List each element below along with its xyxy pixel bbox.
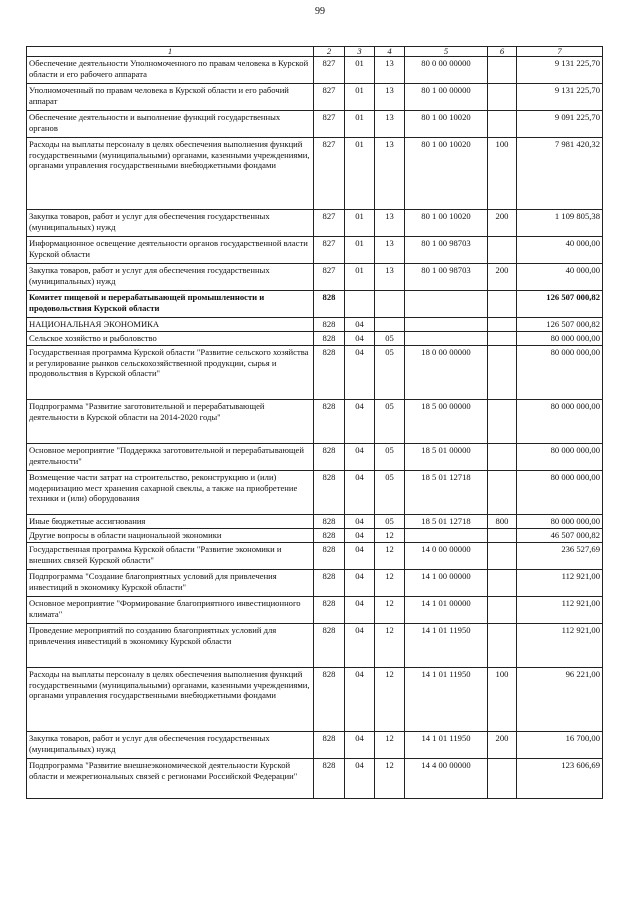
row-pr-cell: 12 [375,668,405,732]
row-rz-cell: 01 [345,111,375,138]
row-vr-cell [488,759,517,799]
table-row [27,668,603,732]
row-pr-cell: 05 [375,346,405,400]
row-vr-cell [488,400,517,444]
row-pr-cell: 13 [375,210,405,237]
row-csr-cell: 14 1 01 11950 [405,624,488,668]
table-row [27,138,603,210]
row-vr-cell: 200 [488,732,517,759]
row-pr-cell: 12 [375,624,405,668]
row-pr-cell: 13 [375,138,405,210]
header-col-1: 1 [27,47,314,57]
row-gr-cell: 827 [314,111,345,138]
row-csr-cell: 80 1 00 10020 [405,111,488,138]
row-name-cell: Расходы на выплаты персоналу в целях обеспечения выполнения функций государственными (муниципальными) органами, казенными учреждениями, органами управления государственными внебюджетными фондами [27,138,314,210]
row-sum-cell: 80 000 000,00 [517,332,603,346]
row-rz-cell: 01 [345,57,375,84]
row-vr-cell [488,529,517,543]
row-gr-cell: 828 [314,668,345,732]
row-csr-cell: 18 5 01 12718 [405,471,488,515]
table-row [27,515,603,529]
table-row [27,732,603,759]
header-col-6: 6 [488,47,517,57]
row-name-cell: Расходы на выплаты персоналу в целях обеспечения выполнения функций государственными (муниципальными) органами, казенными учреждениями, органами управления государственными внебюджетными фондами [27,668,314,732]
row-pr-cell: 13 [375,264,405,291]
row-gr-cell: 827 [314,138,345,210]
row-gr-cell: 828 [314,624,345,668]
row-pr-cell [375,318,405,332]
header-col-7: 7 [517,47,603,57]
row-csr-cell: 18 5 01 12718 [405,515,488,529]
row-csr-cell [405,318,488,332]
row-gr-cell: 828 [314,529,345,543]
row-csr-cell: 80 1 00 10020 [405,210,488,237]
row-pr-cell: 12 [375,732,405,759]
row-name-cell: Закупка товаров, работ и услуг для обеспечения государственных (муниципальных) нужд [27,732,314,759]
row-name-cell: Иные бюджетные ассигнования [27,515,314,529]
row-gr-cell: 828 [314,597,345,624]
row-vr-cell: 100 [488,138,517,210]
row-pr-cell [375,291,405,318]
row-vr-cell [488,346,517,400]
row-vr-cell: 200 [488,264,517,291]
row-gr-cell: 828 [314,759,345,799]
row-vr-cell [488,57,517,84]
row-rz-cell: 04 [345,759,375,799]
row-csr-cell [405,291,488,318]
header-col-4: 4 [375,47,405,57]
row-pr-cell: 05 [375,332,405,346]
row-vr-cell: 100 [488,668,517,732]
row-rz-cell: 04 [345,529,375,543]
table-row [27,543,603,570]
row-sum-cell: 96 221,00 [517,668,603,732]
row-gr-cell: 827 [314,57,345,84]
row-sum-cell: 80 000 000,00 [517,515,603,529]
row-rz-cell: 01 [345,264,375,291]
row-rz-cell: 01 [345,138,375,210]
row-vr-cell [488,570,517,597]
row-sum-cell: 1 109 805,38 [517,210,603,237]
row-name-cell: Возмещение части затрат на строительство, реконструкцию и (или) модернизацию мест хранения сахарной свеклы, а также на приобретение техники и (или) оборудования [27,471,314,515]
row-csr-cell: 80 1 00 00000 [405,84,488,111]
row-pr-cell: 13 [375,57,405,84]
row-csr-cell: 18 0 00 00000 [405,346,488,400]
row-name-cell: Основное мероприятие "Поддержка заготовительной и перерабатывающей деятельности" [27,444,314,471]
table-row [27,529,603,543]
row-sum-cell: 236 527,69 [517,543,603,570]
row-sum-cell: 40 000,00 [517,264,603,291]
table-row [27,237,603,264]
header-col-5: 5 [405,47,488,57]
row-sum-cell: 112 921,00 [517,624,603,668]
row-rz-cell: 04 [345,597,375,624]
row-sum-cell: 112 921,00 [517,570,603,597]
row-gr-cell: 828 [314,400,345,444]
page-number: 99 [315,6,325,17]
row-sum-cell: 80 000 000,00 [517,444,603,471]
row-pr-cell: 13 [375,111,405,138]
row-pr-cell: 12 [375,529,405,543]
row-sum-cell: 80 000 000,00 [517,400,603,444]
row-gr-cell: 828 [314,543,345,570]
row-pr-cell: 12 [375,597,405,624]
row-gr-cell: 828 [314,515,345,529]
row-name-cell: Комитет пищевой и перерабатывающей промышленности и продовольствия Курской области [27,291,314,318]
row-name-cell: Проведение мероприятий по созданию благоприятных условий для привлечения инвестиций в экономику Курской области [27,624,314,668]
table-row [27,332,603,346]
table-row [27,264,603,291]
row-csr-cell: 80 1 00 98703 [405,264,488,291]
row-csr-cell: 80 1 00 98703 [405,237,488,264]
row-rz-cell: 04 [345,332,375,346]
table-row [27,624,603,668]
row-gr-cell: 828 [314,444,345,471]
row-vr-cell [488,332,517,346]
row-gr-cell: 828 [314,291,345,318]
table-row [27,111,603,138]
row-csr-cell: 80 0 00 00000 [405,57,488,84]
row-sum-cell: 126 507 000,82 [517,318,603,332]
row-gr-cell: 827 [314,84,345,111]
row-pr-cell: 05 [375,444,405,471]
row-gr-cell: 828 [314,570,345,597]
row-gr-cell: 827 [314,237,345,264]
row-vr-cell [488,111,517,138]
table-row [27,318,603,332]
row-name-cell: Другие вопросы в области национальной экономики [27,529,314,543]
row-gr-cell: 827 [314,264,345,291]
row-sum-cell: 123 606,69 [517,759,603,799]
row-vr-cell [488,444,517,471]
row-gr-cell: 828 [314,732,345,759]
row-name-cell: Сельское хозяйство и рыболовство [27,332,314,346]
row-csr-cell: 18 5 00 00000 [405,400,488,444]
row-sum-cell: 80 000 000,00 [517,346,603,400]
row-sum-cell: 7 981 420,32 [517,138,603,210]
row-csr-cell: 14 4 00 00000 [405,759,488,799]
row-name-cell: Информационное освещение деятельности органов государственной власти Курской области [27,237,314,264]
row-rz-cell: 04 [345,346,375,400]
row-name-cell: Уполномоченный по правам человека в Курской области и его рабочий аппарат [27,84,314,111]
row-rz-cell: 01 [345,237,375,264]
header-col-3: 3 [345,47,375,57]
row-csr-cell [405,332,488,346]
table-row [27,210,603,237]
row-vr-cell [488,318,517,332]
row-pr-cell: 12 [375,759,405,799]
row-pr-cell: 12 [375,543,405,570]
row-name-cell: Государственная программа Курской области "Развитие экономики и внешних связей Курской области" [27,543,314,570]
table-row [27,444,603,471]
row-sum-cell: 80 000 000,00 [517,471,603,515]
row-vr-cell [488,84,517,111]
row-rz-cell [345,291,375,318]
row-csr-cell: 18 5 01 00000 [405,444,488,471]
row-sum-cell: 40 000,00 [517,237,603,264]
row-gr-cell: 828 [314,471,345,515]
row-csr-cell: 14 1 01 11950 [405,668,488,732]
row-rz-cell: 04 [345,400,375,444]
budget-table [26,46,603,799]
table-row [27,291,603,318]
row-rz-cell: 04 [345,471,375,515]
header-col-2: 2 [314,47,345,57]
table-row [27,346,603,400]
row-csr-cell [405,529,488,543]
row-sum-cell: 16 700,00 [517,732,603,759]
row-rz-cell: 04 [345,570,375,597]
row-pr-cell: 05 [375,515,405,529]
row-vr-cell [488,543,517,570]
row-pr-cell: 13 [375,237,405,264]
row-pr-cell: 05 [375,471,405,515]
row-sum-cell: 112 921,00 [517,597,603,624]
row-name-cell: Основное мероприятие "Формирование благоприятного инвестиционного климата" [27,597,314,624]
row-vr-cell [488,291,517,318]
row-gr-cell: 827 [314,210,345,237]
table-row [27,570,603,597]
row-vr-cell [488,471,517,515]
table-row [27,84,603,111]
row-sum-cell: 9 131 225,70 [517,57,603,84]
row-rz-cell: 04 [345,515,375,529]
row-name-cell: НАЦИОНАЛЬНАЯ ЭКОНОМИКА [27,318,314,332]
table-row [27,759,603,799]
row-rz-cell: 01 [345,210,375,237]
row-name-cell: Обеспечение деятельности Уполномоченного по правам человека в Курской области и его рабочего аппарата [27,57,314,84]
row-name-cell: Подпрограмма "Развитие заготовительной и перерабатывающей деятельности в Курской области на 2014-2020 годы" [27,400,314,444]
row-pr-cell: 05 [375,400,405,444]
header-row [27,47,603,57]
row-gr-cell: 828 [314,332,345,346]
row-name-cell: Государственная программа Курской области "Развитие сельского хозяйства и регулирование рынков сельскохозяйственной продукции, сырья и продовольствия в Курской области" [27,346,314,400]
table-row [27,400,603,444]
row-vr-cell [488,597,517,624]
row-name-cell: Закупка товаров, работ и услуг для обеспечения государственных (муниципальных) нужд [27,210,314,237]
row-vr-cell: 200 [488,210,517,237]
row-rz-cell: 04 [345,444,375,471]
row-csr-cell: 14 0 00 00000 [405,543,488,570]
row-pr-cell: 13 [375,84,405,111]
row-rz-cell: 04 [345,624,375,668]
row-name-cell: Подпрограмма "Создание благоприятных условий для привлечения инвестиций в экономику Курской области" [27,570,314,597]
row-vr-cell: 800 [488,515,517,529]
row-rz-cell: 04 [345,668,375,732]
row-rz-cell: 04 [345,318,375,332]
row-rz-cell: 01 [345,84,375,111]
row-name-cell: Закупка товаров, работ и услуг для обеспечения государственных (муниципальных) нужд [27,264,314,291]
row-vr-cell [488,624,517,668]
row-csr-cell: 14 1 01 00000 [405,597,488,624]
table-row [27,57,603,84]
row-pr-cell: 12 [375,570,405,597]
row-name-cell: Подпрограмма "Развитие внешнеэкономической деятельности Курской области и межрегиональных связей с регионами Российской Федерации" [27,759,314,799]
row-sum-cell: 46 507 000,82 [517,529,603,543]
row-vr-cell [488,237,517,264]
row-csr-cell: 14 1 01 11950 [405,732,488,759]
row-sum-cell: 9 131 225,70 [517,84,603,111]
row-gr-cell: 828 [314,346,345,400]
row-gr-cell: 828 [314,318,345,332]
row-rz-cell: 04 [345,732,375,759]
row-rz-cell: 04 [345,543,375,570]
row-csr-cell: 80 1 00 10020 [405,138,488,210]
row-name-cell: Обеспечение деятельности и выполнение функций государственных органов [27,111,314,138]
row-sum-cell: 9 091 225,70 [517,111,603,138]
table-row [27,471,603,515]
row-sum-cell: 126 507 000,82 [517,291,603,318]
table-row [27,597,603,624]
row-csr-cell: 14 1 00 00000 [405,570,488,597]
